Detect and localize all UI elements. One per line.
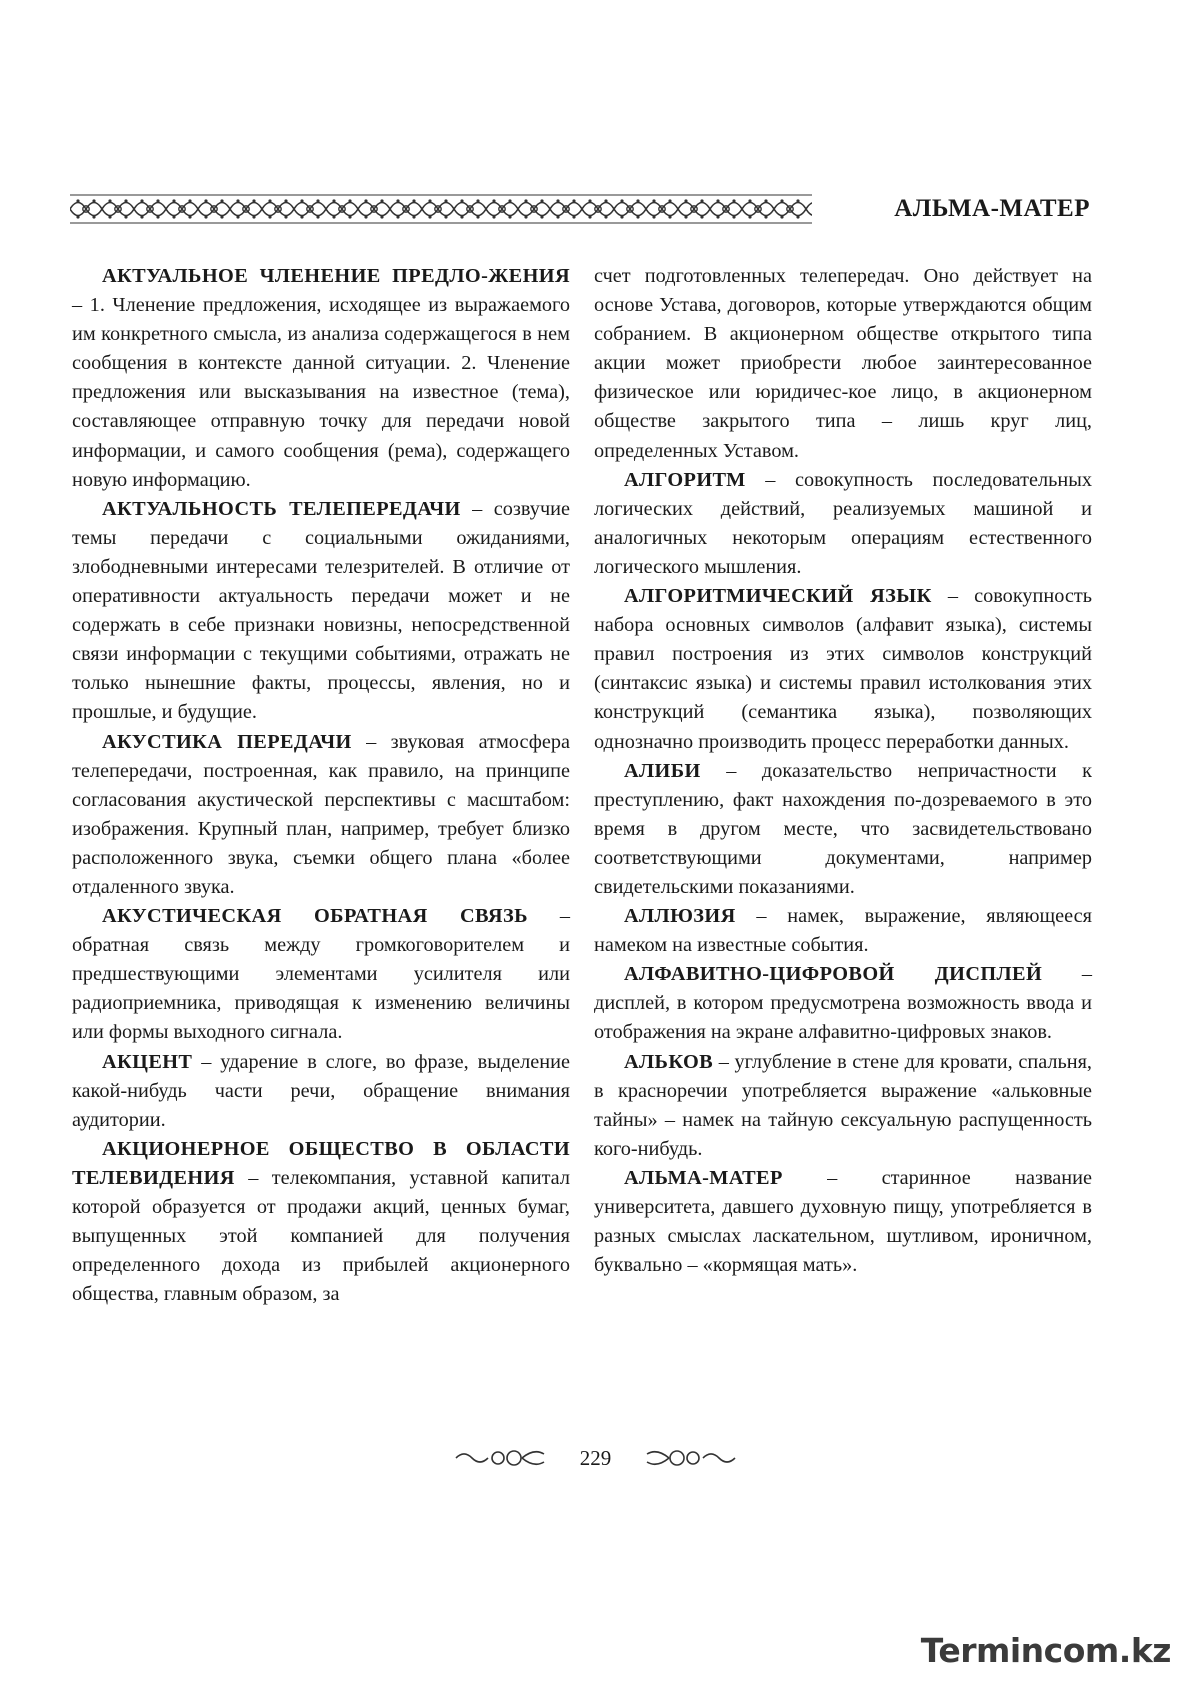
entry-text: – совокупность последовательных логических действий, реализуемых машиной и аналогичных некоторым операциям естественного логического мышления. <box>594 468 1092 578</box>
entry <box>594 582 1092 757</box>
entry <box>72 902 570 1047</box>
entry-text: – телекомпания, уставной капитал которой образуется от продажи акций, ценных бумаг, выпущенных этой компанией для получения определенного дохода из прибылей акционерного общества, главным образом, за <box>72 1166 570 1306</box>
entry-term: АЛЬМА-МАТЕР <box>624 1166 783 1189</box>
entry-term: АКТУАЛЬНОЕ ЧЛЕНЕНИЕ ПРЕДЛО-ЖЕНИЯ <box>102 265 570 287</box>
page-footer <box>0 1442 1191 1474</box>
entry-text: – доказательство непричастности к преступлению, факт нахождения по-дозреваемого в это время в другом месте, что засвидетельствовано соответствующими документами, например свидетельскими показаниями. <box>594 759 1092 898</box>
entry-term: АЛГОРИТМ <box>624 468 746 491</box>
entry <box>594 466 1092 582</box>
entry <box>72 1048 570 1135</box>
entry <box>72 728 570 903</box>
entry-text: – совокупность набора основных символов (алфавит языка), системы правил построения из этих символов конструкций (синтаксис языка) и системы правил истолкования этих конструкций (семантика языка), позволяющих однозначно производить процесс переработки данных. <box>594 585 1092 753</box>
entry-term: АЛЬКОВ <box>624 1050 714 1073</box>
entry-term: АКУСТИКА ПЕРЕДАЧИ <box>102 730 352 753</box>
entry-term: АКУСТИЧЕСКАЯ ОБРАТНАЯ СВЯЗЬ <box>102 905 528 928</box>
entry-text: – обратная связь между громкоговорителем и предшествующими элементами усилителя или радиоприемника, приводящая к изменению величины или формы выходного сигнала. <box>72 905 570 1044</box>
entry-text: счет подготовленных телепередач. Оно действует на основе Устава, договоров, которые утверждаются общим собранием. В акционерном обществе открытого типа акции может приобрести любое заинтересованное физическое или юридичес-кое лицо, в акционерном обществе закрытого типа – лишь круг лиц, определенных Уставом. <box>594 265 1092 462</box>
entry <box>72 1135 570 1310</box>
entry-term: АЛИБИ <box>624 759 701 782</box>
entry-text: – дисплей, в котором предусмотрена возможность ввода и отображения на экране алфавитно-цифровых знаков. <box>594 963 1092 1044</box>
entry-continuation <box>594 262 1092 466</box>
running-head: АЛЬМА-МАТЕР <box>894 195 1090 222</box>
swirl-ornament-icon <box>454 1446 546 1470</box>
entry-term: АКЦИОНЕРНОЕ ОБЩЕСТВО В ОБЛАСТИ ТЕЛЕВИДЕНИЯ <box>72 1137 570 1189</box>
entry <box>594 1048 1092 1164</box>
entry-term: АКТУАЛЬНОСТЬ ТЕЛЕПЕРЕДАЧИ <box>102 497 461 520</box>
entry <box>594 757 1092 902</box>
entry <box>594 1164 1092 1280</box>
left-column <box>72 262 570 1309</box>
ornamental-border-icon <box>70 192 812 226</box>
page-header <box>70 192 1090 226</box>
entry <box>72 495 570 728</box>
right-column <box>594 262 1092 1280</box>
entry-term: АЛФАВИТНО-ЦИФРОВОЙ ДИСПЛЕЙ <box>624 963 1043 986</box>
entry-text: – старинное название университета, давшего духовную пищу, употребляется в разных смыслах ласкательном, шутливом, ироничном, буквально – «кормящая мать». <box>594 1166 1092 1277</box>
entry-term: АЛГОРИТМИЧЕСКИЙ ЯЗЫК <box>624 585 932 608</box>
entry <box>72 262 570 495</box>
entry-term: АЛЛЮЗИЯ <box>624 905 736 928</box>
entry-text: – 1. Членение предложения, исходящее из выражаемого им конкретного смысла, из анализа содержащегося в нем сообщения в контексте данной ситуации. 2. Членение предложения или высказывания на известное (тема), составляющее отправную точку для передачи новой информации, и самого сообщения (рема), содержащего новую информацию. <box>72 294 570 491</box>
entry <box>594 902 1092 960</box>
entry-text: – созвучие темы передачи с социальными ожиданиями, злободневными интересами телезрителей. В отличие от оперативности актуальность передачи может и не содержать в себе признаки новизны, непосредственной связи информации с текущими событиями, отражать не только нынешние факты, процессы, явления, но и прошлые, и будущие. <box>72 497 570 724</box>
entry-text: – намек, выражение, являющееся намеком на известные события. <box>594 905 1092 957</box>
site-watermark: Termincom.kz <box>920 1631 1171 1670</box>
entry-text: – ударение в слоге, во фразе, выделение какой-нибудь части речи, обращение внимания аудитории. <box>72 1050 570 1131</box>
swirl-ornament-icon <box>645 1446 737 1470</box>
entry-text: – углубление в стене для кровати, спальня, в красноречии употребляется выражение «альковные тайны» – намек на тайную сексуальную распущенность кого-нибудь. <box>594 1050 1092 1160</box>
entry-text: – звуковая атмосфера телепередачи, построенная, как правило, на принципе согласования акустической перспективы с масштабом: изображения. Крупный план, например, требует близко расположенного звука, съемки общего плана «более отдаленного звука. <box>72 730 570 898</box>
entry <box>594 960 1092 1047</box>
page-number: 229 <box>579 1445 612 1470</box>
entry-term: АКЦЕНТ <box>102 1050 193 1073</box>
